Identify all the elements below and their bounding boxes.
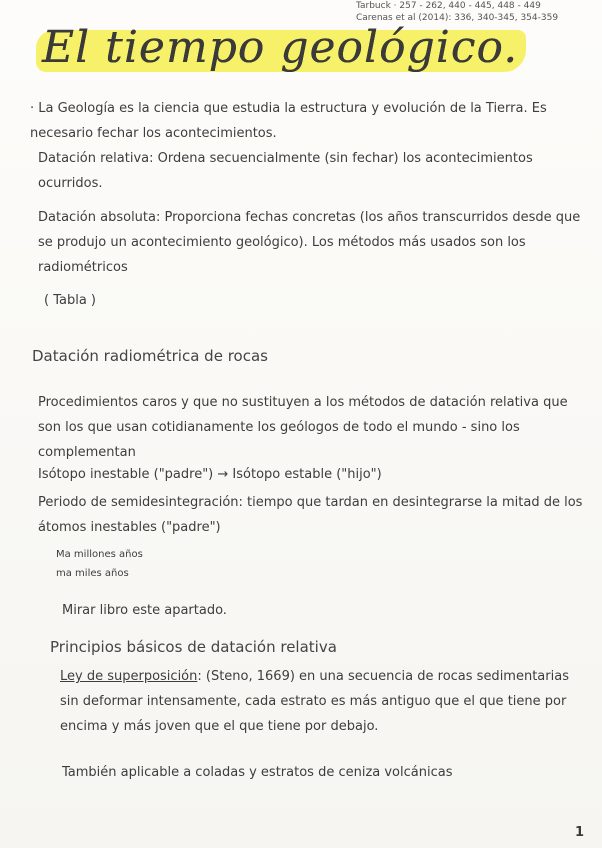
abbrev-miles: ma miles años	[56, 568, 129, 579]
bullet-text: Isótopo inestable ("padre") → Isótopo estable ("hijo")	[38, 467, 382, 482]
references	[356, 0, 596, 24]
intro-paragraph: · La Geología es la ciencia que estudia la estructura y evolución de la Tierra. Es necesario fechar los acontecimientos.	[30, 101, 547, 141]
also-applicable-note: También aplicable a coladas y estratos de ceniza volcánicas	[62, 765, 453, 780]
abbrev-ma: Ma millones años	[56, 549, 143, 560]
law-label: Ley de superposición	[60, 669, 198, 684]
title-block	[42, 22, 518, 73]
section-heading-radiometric: Datación radiométrica de rocas	[32, 347, 268, 365]
absolute-dating-bullet	[38, 205, 586, 280]
law-text: : (Steno, 1669) en una secuencia de rocas sedimentarias sin deformar intensamente, cada estrato es más antiguo que el que tiene por encima y más joven que el que tiene por debajo.	[60, 669, 569, 734]
reference-line-1: Tarbuck · 257 - 262, 440 - 445, 448 - 449	[356, 1, 541, 11]
relative-dating-bullet	[38, 146, 586, 196]
table-note: ( Tabla )	[44, 293, 96, 308]
bullet-text: Datación absoluta: Proporciona fechas concretas (los años transcurridos desde que se produjo un acontecimiento geológico). Los métodos más usados son los radiométricos	[38, 210, 581, 275]
radiometric-bullet-3	[38, 490, 583, 540]
bullet-text: Datación relativa: Ordena secuencialmente (sin fechar) los acontecimientos ocurridos.	[38, 151, 533, 191]
radiometric-bullet-1	[38, 390, 583, 465]
bullet-text: Periodo de semidesintegración: tiempo que tardan en desintegrarse la mitad de los átomos inestables ("padre")	[38, 495, 583, 535]
law-of-superposition	[60, 664, 580, 739]
reference-line-2: Carenas et al (2014): 336, 340-345, 354-359	[356, 13, 559, 23]
page-number: 1	[574, 825, 584, 840]
page-title: El tiempo geológico	[42, 22, 504, 73]
bullet-text: Procedimientos caros y que no sustituyen a los métodos de datación relativa que son los que usan cotidianamente los geólogos de todo el mundo - sino los complementan	[38, 395, 568, 460]
section-heading-principles: Principios básicos de datación relativa	[50, 638, 337, 656]
radiometric-bullet-2	[38, 462, 583, 487]
book-note: Mirar libro este apartado.	[62, 603, 227, 618]
title-period: .	[503, 22, 519, 73]
